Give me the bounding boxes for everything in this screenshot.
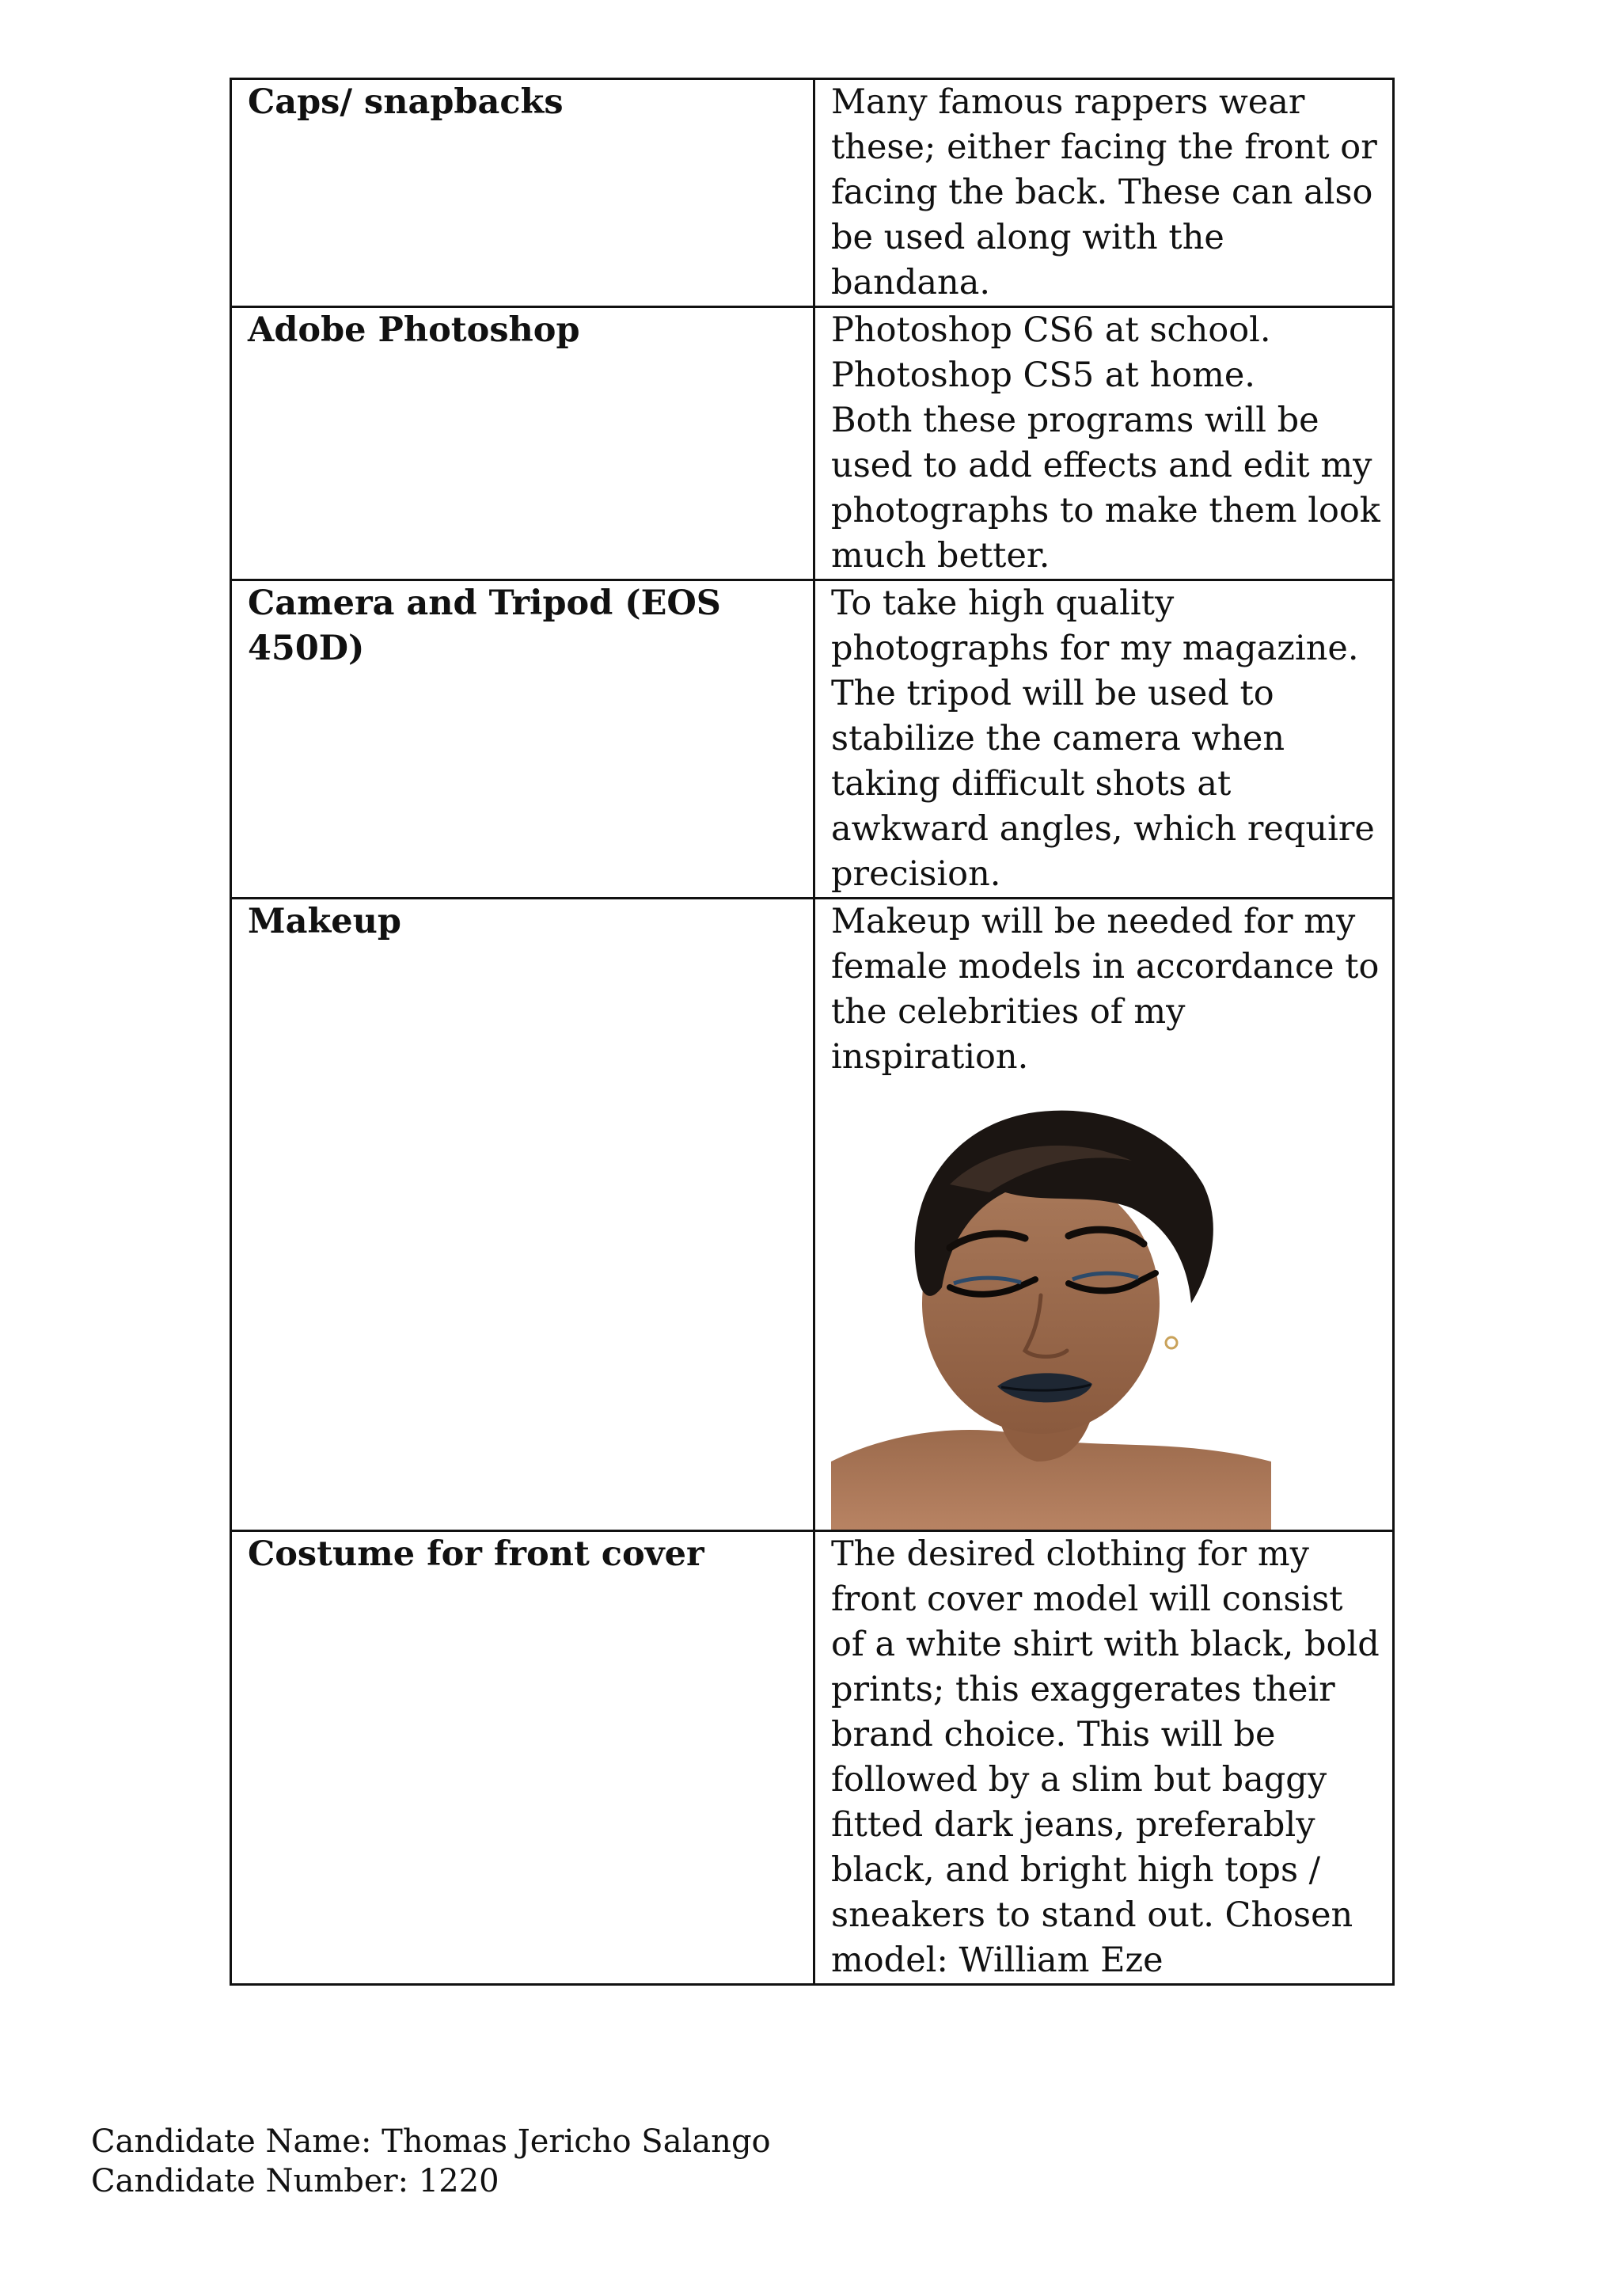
description-text: To take high quality photographs for my magazine. The tripod will be used to stabilize the camera when taking difficult shots at awkward angles, which require precision. bbox=[831, 584, 1375, 894]
table-row bbox=[231, 1531, 1394, 1985]
item-cell: Adobe Photoshop bbox=[231, 307, 814, 580]
description-cell bbox=[814, 580, 1394, 899]
description-text: The desired clothing for my front cover model will consist of a white shirt with black, bold prints; this exaggerates their brand choice. This will be followed by a slim but baggy fitted dark jeans, preferably black, and bright high tops / sneakers to stand out. Chosen model: William Eze bbox=[831, 1534, 1380, 1980]
table-row bbox=[231, 79, 1394, 307]
description-cell bbox=[814, 1531, 1394, 1985]
item-cell: Costume for front cover bbox=[231, 1531, 814, 1985]
item-cell: Caps/ snapbacks bbox=[231, 79, 814, 307]
candidate-footer bbox=[91, 2122, 771, 2201]
description-cell bbox=[814, 79, 1394, 307]
table-row bbox=[231, 899, 1394, 1531]
candidate-name: Candidate Name: Thomas Jericho Salango bbox=[91, 2123, 771, 2160]
table-row bbox=[231, 580, 1394, 899]
model-portrait-illustration bbox=[831, 1089, 1271, 1530]
description-text: Makeup will be needed for my female models in accordance to the celebrities of my inspiration. bbox=[831, 902, 1380, 1077]
requirements-table bbox=[230, 78, 1395, 1986]
description-text: Many famous rappers wear these; either facing the front or facing the back. These can also be used along with the bandana. bbox=[831, 82, 1377, 302]
item-cell: Camera and Tripod (EOS 450D) bbox=[231, 580, 814, 899]
item-cell: Makeup bbox=[231, 899, 814, 1531]
table-row bbox=[231, 307, 1394, 580]
makeup-model-photo bbox=[831, 1089, 1271, 1530]
description-cell bbox=[814, 307, 1394, 580]
description-cell bbox=[814, 899, 1394, 1531]
candidate-number: Candidate Number: 1220 bbox=[91, 2163, 499, 2199]
description-text: Photoshop CS6 at school. Photoshop CS5 at home. Both these programs will be used to add effects and edit my photographs to make them look much better. bbox=[831, 310, 1380, 576]
